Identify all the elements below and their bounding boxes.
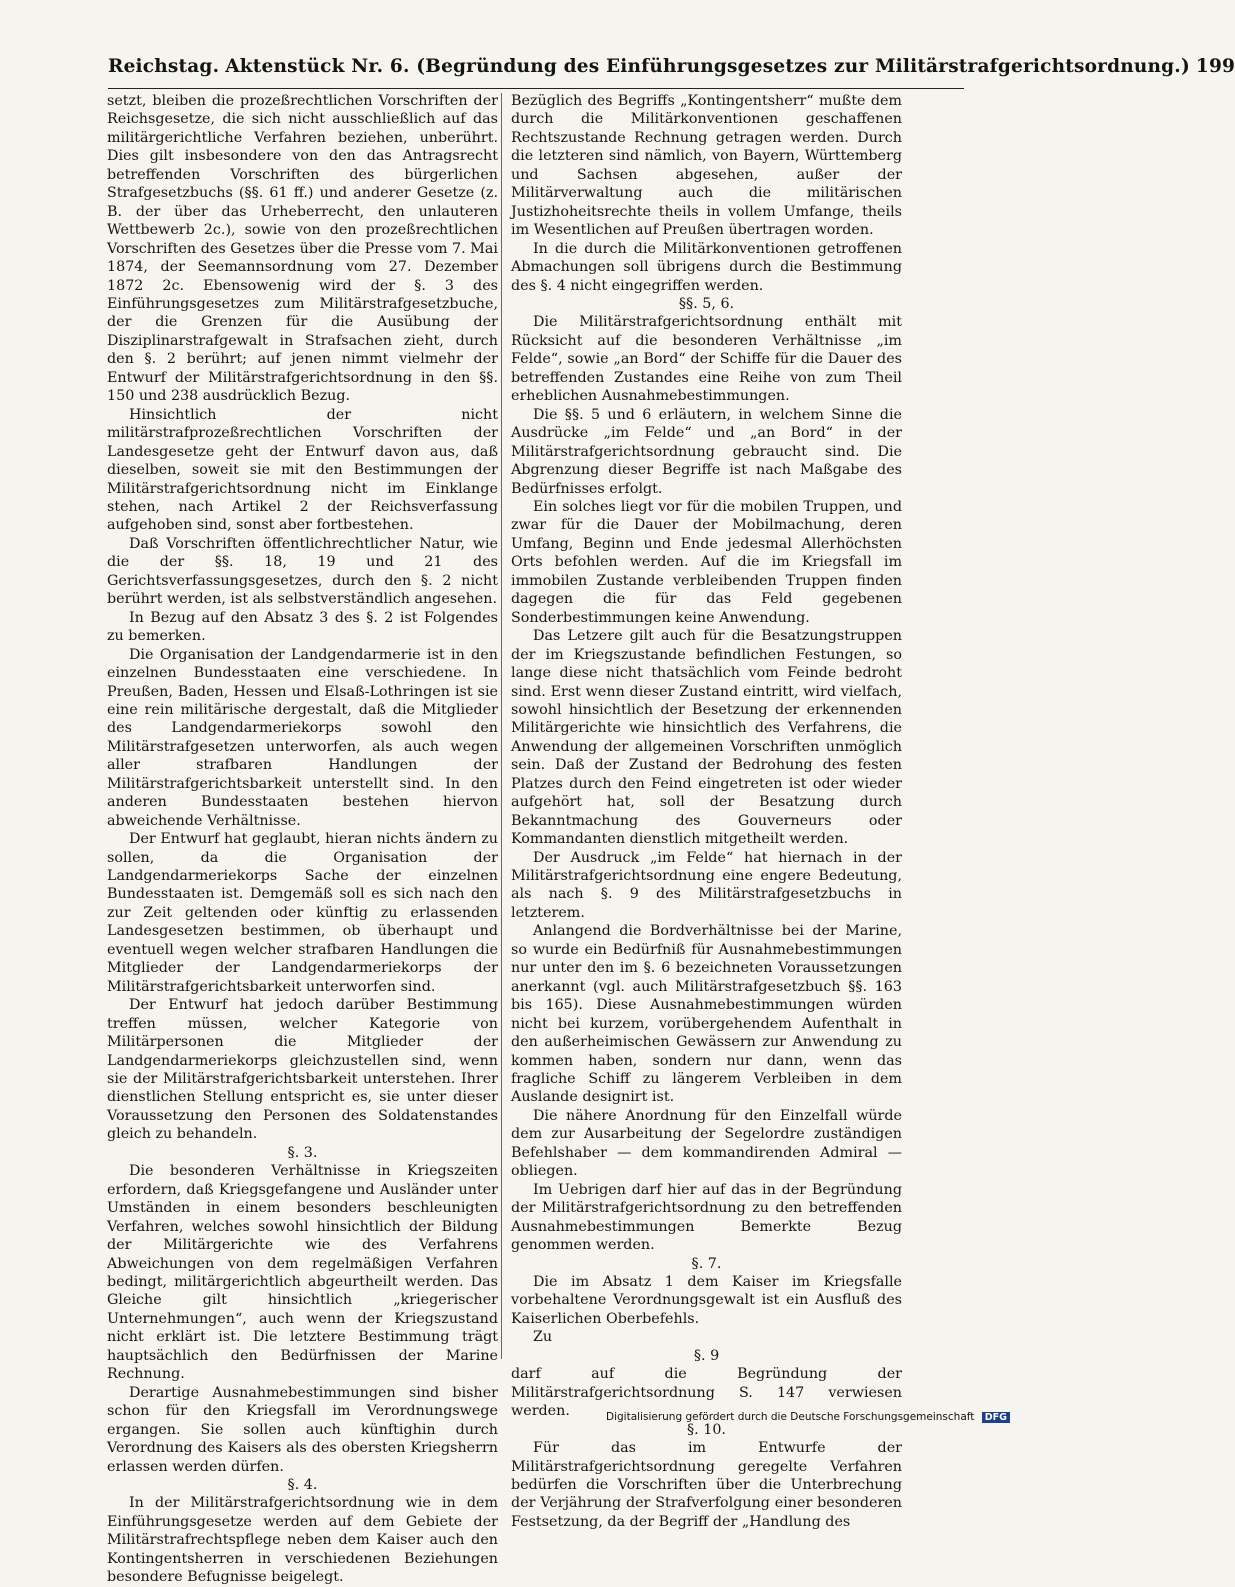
paragraph: Daß Vorschriften öffentlichrechtlicher Natur, wie die der §§. 18, 19 und 21 des Gerichtsverfassungsgesetzes, durch den §. 2 nicht berührt werden, ist als selbstverständlich angesehen. <box>107 535 498 608</box>
left-column <box>107 92 498 1586</box>
header-reichstag: Reichstag. <box>108 56 220 77</box>
paragraph: Der Entwurf hat jedoch darüber Bestimmung treffen müssen, welcher Kategorie von Militärpersonen die Mitglieder der Landgendarmeriekorps gleichzustellen sind, wenn sie der Militärstrafgerichtsbarkeit unterstehen. Ihrer dienstlichen Stellung entspricht es, sie unter dieser Voraussetzung den Personen des Soldatenstandes gleich zu behandeln. <box>107 997 498 1143</box>
section-heading: §§. 5, 6. <box>678 295 735 312</box>
paragraph: Die Militärstrafgerichtsordnung enthält mit Rücksicht auf die besonderen Verhältnisse „im Felde“, sowie „an Bord“ der Schiffe für die Dauer des betreffenden Zustandes eine Reihe von zum Theil erheblichen Ausnahmebestimmungen. <box>511 314 902 405</box>
paragraph: Bezüglich des Begriffs „Kontingentsherr“ mußte dem durch die Militärkonventionen geschaffenen Rechtszustande Rechnung getragen werden. Durch die letzteren sind nämlich, von Bayern, Württemberg und Sachsen abgesehen, außer der Militärverwaltung auch die militärischen Justizhoheitsrechte theils in vollem Umfange, theils im Wesentlichen auf Preußen übertragen worden. <box>511 93 902 239</box>
paragraph: In der Militärstrafgerichtsordnung wie in dem Einführungsgesetze werden auf dem Gebiete der Militärstrafrechtspflege neben dem Kaiser auch den Kontingentsherren in verschiedenen Beziehungen besondere Befugnisse beigelegt. <box>107 1495 498 1586</box>
section-heading: §. 3. <box>287 1144 318 1161</box>
paragraph: Hinsichtlich der nicht militärstrafprozeßrechtlichen Vorschriften der Landesgesetze geht der Entwurf davon aus, daß dieselben, soweit sie mit den Bestimmungen der Militärstrafgerichtsordnung nicht im Einklange stehen, nach Artikel 2 der Reichsverfassung aufgehoben sind, sonst aber fortbestehen. <box>107 406 498 534</box>
paragraph: Die §§. 5 und 6 erläutern, in welchem Sinne die Ausdrücke „im Felde“ und „an Bord“ in der Militärstrafgerichtsordnung gebraucht sind. Die Abgrenzung dieser Begriffe ist nach Maßgabe des Bedürfnisses erfolgt. <box>511 406 902 497</box>
paragraph: In Bezug auf den Absatz 3 des §. 2 ist Folgendes zu bemerken. <box>107 609 498 645</box>
digitization-credit <box>606 1411 1007 1427</box>
paragraph: Anlangend die Bordverhältnisse bei der Marine, so wurde ein Bedürfniß für Ausnahmebestimmungen nur unter den im §. 6 bezeichneten Voraussetzungen anerkannt (vgl. auch Militärstrafgesetzbuch §§. 163 bis 165). Diese Ausnahmebestimmungen würden nicht bei kurzem, vorübergehendem Aufenthalt in den außerheimischen Gewässern zur Anwendung zu kommen haben, sondern nur dann, wenn das fragliche Schiff zu längerem Verbleiben in dem Auslande designirt ist. <box>511 923 902 1106</box>
paragraph: Der Entwurf hat geglaubt, hieran nichts ändern zu sollen, da die Organisation der Landgendarmeriekorps Sache der einzelnen Bundesstaaten ist. Demgemäß soll es sich nach den zur Zeit geltenden oder künftig zu erlassenden Landesgesetzen bestimmen, ob überhaupt und eventuell wegen welcher strafbaren Handlungen die Mitglieder der Landgendarmeriekorps der Militärstrafgerichtsbarkeit unterworfen sind. <box>107 831 498 995</box>
paragraph: Das Letzere gilt auch für die Besatzungstruppen der im Kriegszustande befindlichen Festungen, so lange diese nicht thatsächlich vom Feinde bedroht sind. Erst wenn dieser Zustand eintritt, wird vielfach, sowohl hinsichtlich der Besetzung der erkennenden Militärgerichte wie hinsichtlich des Verfahrens, die Anwendung der allgemeinen Vorschriften unmöglich sein. Daß der Zustand der Bedrohung des festen Platzes durch den Feind eingetreten ist oder wieder aufgehört hat, soll der Besatzung durch Bekanntmachung des Gouverneurs oder Kommandanten dienstlich mitgetheilt werden. <box>511 628 902 848</box>
running-header <box>108 56 1235 89</box>
paragraph: In die durch die Militärkonventionen getroffenen Abmachungen soll übrigens durch die Bestimmung des §. 4 nicht eingegriffen werden. <box>511 240 902 294</box>
section-heading: §. 7. <box>691 1255 722 1272</box>
paragraph: Ein solches liegt vor für die mobilen Truppen, und zwar für die Dauer der Mobilmachung, deren Umfang, Beginn und Ende jedesmal Allerhöchsten Orts befohlen werden. Auf die im Kriegsfall im immobilen Zustande verbleibenden Truppen finden dagegen die für das Feld gegebenen Sonderbestimmungen keine Anwendung. <box>511 498 902 626</box>
paragraph: Die im Absatz 1 dem Kaiser im Kriegsfalle vorbehaltene Verordnungsgewalt ist ein Ausfluß des Kaiserlichen Oberbefehls. <box>511 1274 902 1327</box>
header-document-title: Aktenstück Nr. 6. (Begründung des Einführungsgesetzes zur Militärstrafgerichtsordnung.) <box>225 56 1190 77</box>
dfg-logo: DFG <box>982 1412 1010 1423</box>
paragraph: Der Ausdruck „im Felde“ hat hiernach in der Militärstrafgerichtsordnung eine engere Bedeutung, als nach §. 9 des Militärstrafgesetzbuchs in letzterem. <box>511 849 902 921</box>
credit-text: Digitalisierung gefördert durch die Deutsche Forschungsgemeinschaft <box>606 1411 975 1423</box>
paragraph: Im Uebrigen darf hier auf das in der Begründung der Militärstrafgerichtsordnung zu den betreffenden Ausnahmebestimmungen Bemerkte Bezug genommen werden. <box>511 1181 902 1254</box>
paragraph: setzt, bleiben die prozeßrechtlichen Vorschriften der Reichsgesetze, die sich nicht ausschließlich auf das militärgerichtliche Verfahren beziehen, unberührt. Dies gilt insbesondere von den das Antragsrecht betreffenden Vorschriften des bürgerlichen Strafgesetzbuchs (§§. 61 ff.) und anderer Gesetze (z. B. der über das Urheberrecht, den unlauteren Wettbewerb 2c.), sowie von den prozeßrechtlichen Vorschriften des Gesetzes über die Presse vom 7. Mai 1874, der Seemannsordnung vom 27. Dezember 1872 2c. Ebensowenig wird der §. 3 des Einführungsgesetzes zum Militärstrafgesetzbuche, der die Grenzen für die Ausübung der Disziplinarstrafgewalt in Strafsachen zieht, durch den §. 2 berührt; auf jenen nimmt vielmehr der Entwurf der Militärstrafgerichtsordnung in den §§. 150 und 238 ausdrücklich Bezug. <box>107 93 498 405</box>
section-heading: §. 4. <box>287 1476 318 1493</box>
paragraph: Derartige Ausnahmebestimmungen sind bisher schon für den Kriegsfall im Verordnungswege ergangen. Sie sollen auch künftighin durch Verordnung des Kaisers als des obersten Kriegsherrn erlassen werden dürfen. <box>107 1384 498 1475</box>
paragraph: darf auf die Begründung der Militärstrafgerichtsordnung S. 147 verwiesen werden. <box>511 1366 902 1420</box>
paragraph: Die Organisation der Landgendarmerie ist in den einzelnen Bundesstaaten eine verschiedene. In Preußen, Baden, Hessen und Elsaß-Lothringen ist sie eine rein militärische dergestalt, daß die Mitglieder des Landgendarmeriekorps sowohl den Militärstrafgesetzen unterworfen, als auch wegen aller strafbaren Handlungen der Militärstrafgerichtsbarkeit unterstellt sind. In den anderen Bundesstaaten bestehen hiervon abweichende Verhältnisse. <box>107 646 498 829</box>
paragraph: Die besonderen Verhältnisse in Kriegszeiten erfordern, daß Kriegsgefangene und Ausländer unter Umständen in einem besonders beschleunigten Verfahren, welches sowohl hinsichtlich der Bildung der Militärgerichte wie des Verfahrens Abweichungen von dem regelmäßigen Verfahren bedingt, militärgerichtlich abgeurtheilt werden. Das Gleiche gilt hinsichtlich „kriegerischer Unternehmungen“, auch wenn der Kriegszustand nicht erklärt ist. Die letztere Bestimmung trägt hauptsächlich den Bedürfnissen der Marine Rechnung. <box>107 1163 498 1383</box>
paragraph: Die nähere Anordnung für den Einzelfall würde dem zur Ausarbeitung der Segelordre zuständigen Befehlshaber — dem kommandirenden Admiral — obliegen. <box>511 1107 902 1180</box>
column-divider <box>501 93 502 1359</box>
section-heading: §. 10. <box>687 1421 726 1438</box>
page-number: 199 <box>1195 56 1235 77</box>
section-heading: §. 9 <box>693 1347 720 1364</box>
paragraph: Zu <box>533 1329 553 1346</box>
paragraph: Für das im Entwurfe der Militärstrafgerichtsordnung geregelte Verfahren bedürfen die Vorschriften über die Unterbrechung der Verjährung der Strafverfolgung einer besonderen Festsetzung, da der Begriff der „Handlung des <box>511 1440 902 1530</box>
